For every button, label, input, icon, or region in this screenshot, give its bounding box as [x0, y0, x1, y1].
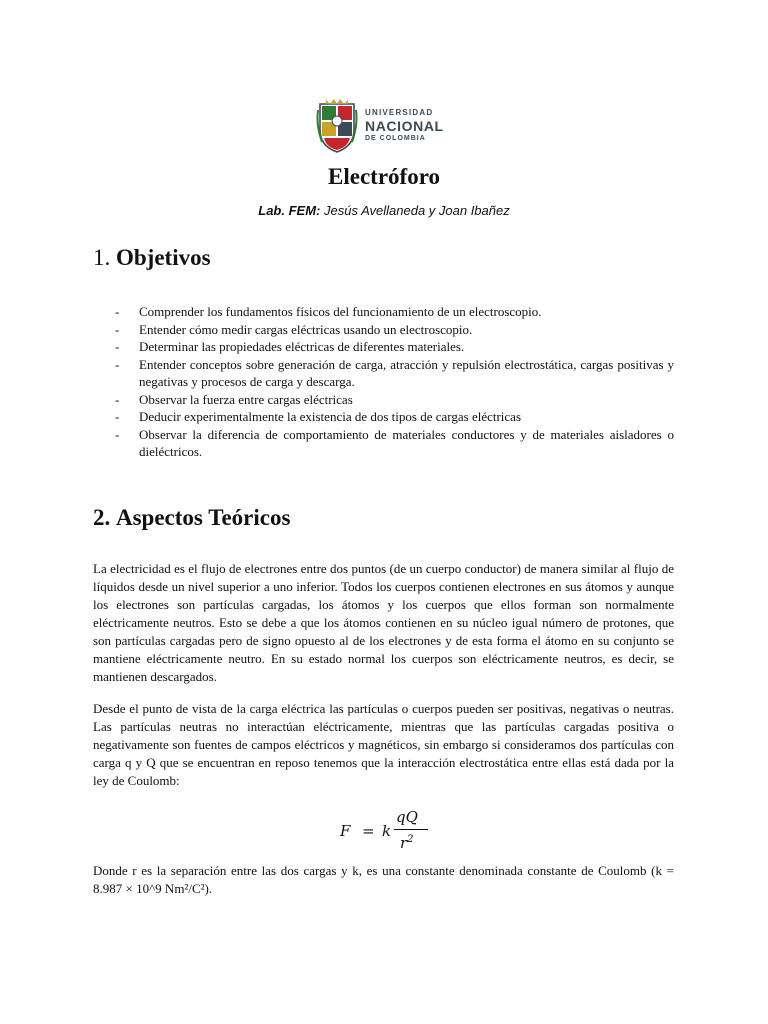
- list-item-text: Determinar las propiedades eléctricas de diferentes materiales.: [139, 339, 465, 354]
- list-item: - Comprender los fundamentos físicos del funcionamiento de un electroscopio.: [115, 304, 542, 319]
- list-item: - Determinar las propiedades eléctricas de diferentes materiales.: [115, 339, 465, 354]
- formula-equals: =: [362, 822, 375, 840]
- university-logo: [316, 96, 456, 158]
- list-item-text: Observar la fuerza entre cargas eléctricas: [139, 391, 353, 407]
- university-crest-icon: [316, 96, 358, 156]
- document-title: Electróforo: [328, 164, 440, 189]
- formula-denominator: [400, 834, 414, 852]
- coulomb-formula: [340, 808, 440, 856]
- paragraph-carga: Desde el punto de vista de la carga eléctrica las partículas o cuerpos pueden ser positivas, negativas o neutras. Las partículas neutras no interactúan eléctricamente, mientras que las partículas cargadas positiva o negativamente son fuentes de campos eléctricos y magnéticos, sin embargo si consideramos dos partículas con carga q y Q que se encuentran en reposo tenemos que la interacción electrostática entre ellas está dada por la ley de Coulomb:: [93, 701, 674, 788]
- list-item: - Entender conceptos sobre generación de carga, atracción y repulsión electrostática, cargas positivas y negativas y procesos de carga y descarga.: [115, 356, 674, 389]
- formula-lhs: F: [340, 822, 351, 840]
- formula-numerator: qQ: [396, 808, 418, 826]
- section-number: 1.: [93, 245, 111, 270]
- byline: [0, 203, 768, 218]
- list-item: - Deducir experimentalmente la existencia de dos tipos de cargas eléctricas: [115, 409, 522, 424]
- section-heading-objetivos: [93, 245, 211, 271]
- fraction-bar: [394, 829, 428, 830]
- denominator-base: r: [400, 834, 408, 852]
- paragraph-electricidad: La electricidad es el flujo de electrones entre dos puntos (de un cuerpo conductor) de manera similar al flujo de líquidos desde un nivel superior a uno inferior. Todos los cuerpos contienen electrones en sus átomos y aunque los electrones son partículas cargadas, los átomos y los cuerpos que ellos forman son normalmente eléctricamente neutros. Esto se debe a que los átomos contienen en su núcleo igual número de protones, que son partículas cargadas pero de signo opuesto al de los electrones y de esta forma el átomo en su conjunto se mantiene eléctricamente neutro. En su estado normal los cuerpos son eléctricamente neutros, es decir, se mantienen descargados.: [93, 561, 674, 684]
- list-item: - Observar la diferencia de comportamiento de materiales conductores y de materiales aisladores o dieléctricos.: [115, 426, 674, 459]
- section-heading-aspectos-teoricos: [93, 505, 290, 531]
- byline-authors: Jesús Avellaneda y Joan Ibañez: [320, 203, 510, 218]
- section-title: Objetivos: [116, 245, 211, 270]
- objectives-list: [115, 303, 674, 461]
- byline-label: Lab. FEM:: [258, 203, 321, 218]
- section-number: 2.: [93, 505, 111, 530]
- list-item-text: Entender cómo medir cargas eléctricas usando un electroscopio.: [139, 321, 473, 337]
- section-title: Aspectos Teóricos: [116, 505, 291, 530]
- list-item-text: Comprender los fundamentos físicos del funcionamiento de un electroscopio.: [139, 304, 542, 319]
- paragraph-coulomb-constant: Donde r es la separación entre las dos cargas y k, es una constante denominada constante de Coulomb (k = 8.987 × 10^9 Nm²/C²).: [93, 863, 674, 896]
- list-item: - Observar la fuerza entre cargas eléctricas: [115, 391, 353, 407]
- university-wordmark: [365, 108, 444, 143]
- denominator-exponent: 2: [407, 834, 414, 845]
- logo-line2: NACIONAL: [365, 118, 444, 134]
- list-item: - Entender cómo medir cargas eléctricas usando un electroscopio.: [115, 321, 473, 337]
- formula-k: k: [382, 822, 392, 840]
- list-item-text: Observar la diferencia de comportamiento de materiales conductores y de materiales aisladores o dieléctricos.: [139, 426, 674, 459]
- logo-line3: DE COLOMBIA: [365, 135, 426, 142]
- list-item-text: Deducir experimentalmente la existencia de dos tipos de cargas eléctricas: [139, 409, 522, 424]
- list-item-text: Entender conceptos sobre generación de carga, atracción y repulsión electrostática, cargas positivas y negativas y procesos de carga y descarga.: [139, 356, 674, 389]
- logo-line1: UNIVERSIDAD: [365, 108, 434, 117]
